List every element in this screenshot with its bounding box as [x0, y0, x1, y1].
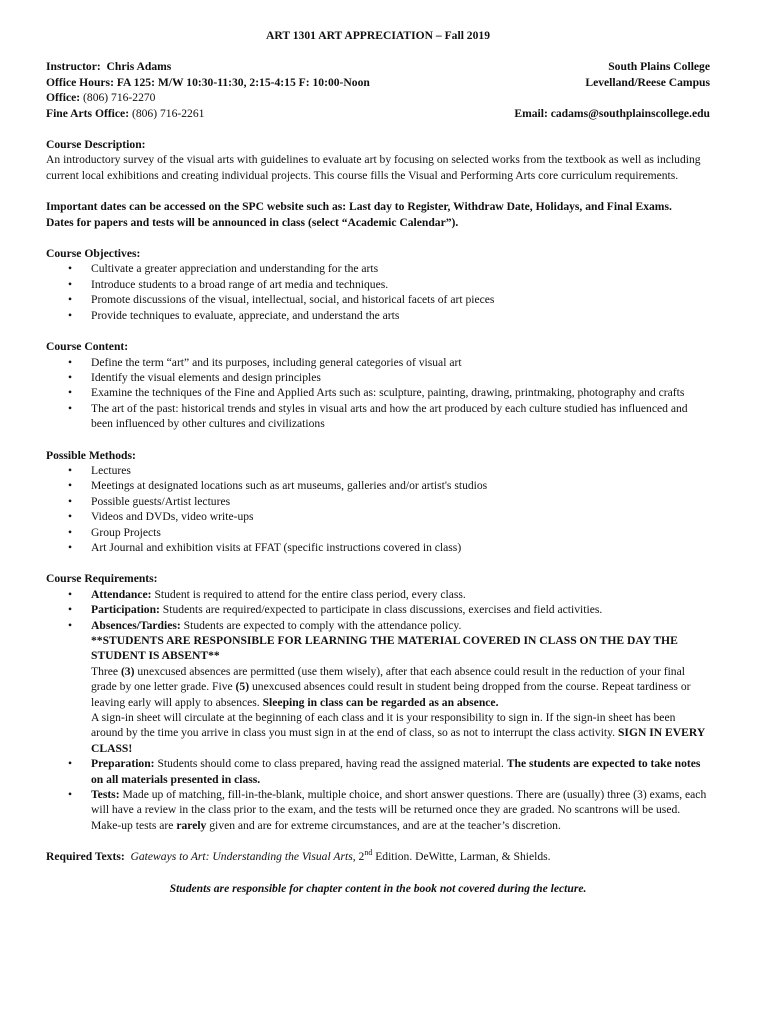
- participation-label: Participation:: [91, 603, 160, 617]
- edition-number: , 2: [352, 850, 365, 864]
- office-line: [46, 90, 370, 105]
- content-heading: Course Content:: [46, 340, 129, 354]
- tests-text-a: Made up of matching, fill-in-the-blank, multiple choice, and short answer questions. There are (usually) three (3) exams, each will have a review in the class prior to the exam, and the tests will be returned once they are graded. No scantrons will be used. Make-up tests are: [91, 788, 707, 832]
- bullet-icon: •: [68, 788, 73, 802]
- footer-note: Students are responsible for chapter content in the book not covered during the lecture.: [169, 881, 587, 895]
- list-item: [46, 587, 710, 602]
- bullet-icon: •: [68, 479, 73, 493]
- bullet-icon: •: [68, 401, 73, 415]
- tests-bold: rarely: [176, 818, 207, 832]
- bullet-icon: •: [68, 355, 73, 369]
- list-item: • Define the term “art” and its purposes, including general categories of visual art: [68, 355, 462, 369]
- bullet-icon: •: [68, 525, 73, 539]
- college-name: South Plains College: [608, 60, 710, 74]
- important-dates-line1: Important dates can be accessed on the SPC website such as: Last day to Register, Withdraw Date, Holidays, and Final Exams.: [46, 200, 672, 214]
- office-phone: (806) 716-2270: [83, 91, 156, 105]
- bullet-icon: •: [68, 494, 73, 508]
- bullet-icon: •: [68, 308, 73, 322]
- requirements-heading: Course Requirements:: [46, 572, 158, 586]
- requirements-list: [46, 587, 710, 834]
- document-title: ART 1301 ART APPRECIATION – Fall 2019: [266, 29, 490, 42]
- attendance-label: Attendance:: [91, 587, 152, 601]
- header-block: [46, 59, 710, 121]
- bullet-icon: •: [68, 618, 73, 632]
- bullet-icon: •: [68, 540, 73, 554]
- list-item: • Identify the visual elements and design principles: [68, 370, 321, 384]
- list-item: • Group Projects: [68, 525, 161, 539]
- office-hours: Office Hours: FA 125: M/W 10:30-11:30, 2:15-4:15 F: 10:00-Noon: [46, 75, 370, 89]
- attendance-text: Student is required to attend for the entire class period, every class.: [151, 587, 466, 601]
- bullet-icon: •: [68, 262, 73, 276]
- tests-label: Tests:: [91, 788, 120, 802]
- office-label: Office:: [46, 91, 81, 105]
- preparation-bold: The students are expected to take notes on all materials presented in class.: [91, 757, 701, 786]
- participation-text: Students are required/expected to participate in class discussions, exercises and field activities.: [159, 603, 603, 617]
- list-item: • Cultivate a greater appreciation and understanding for the arts: [68, 262, 379, 276]
- bullet-icon: •: [68, 603, 73, 617]
- required-texts: [46, 849, 710, 864]
- list-item: [46, 602, 710, 617]
- syllabus-page: [46, 28, 710, 896]
- preparation-label: Preparation:: [91, 757, 155, 771]
- list-item: • Videos and DVDs, video write-ups: [68, 510, 254, 524]
- instructor-line: [46, 59, 370, 74]
- instructor-label: Instructor:: [46, 60, 101, 74]
- bullet-icon: •: [68, 386, 73, 400]
- bullet-icon: •: [68, 757, 73, 771]
- header-right: [514, 59, 710, 121]
- absences-label: Absences/Tardies:: [91, 618, 181, 632]
- list-item: • Lectures: [68, 463, 131, 477]
- list-item: • Possible guests/Artist lectures: [68, 494, 231, 508]
- absences-text: Students are expected to comply with the attendance policy.: [180, 618, 462, 632]
- textbook-title: Gateways to Art: Understanding the Visual Arts: [130, 850, 353, 864]
- bullet-icon: •: [68, 277, 73, 291]
- preparation-text: Students should come to class prepared, having read the assigned material.: [154, 757, 507, 771]
- list-item: [46, 618, 710, 757]
- campus-name: Levelland/Reese Campus: [585, 75, 710, 89]
- list-item: [46, 787, 710, 833]
- description-heading: Course Description:: [46, 138, 146, 152]
- list-item: • Meetings at designated locations such as art museums, galleries and/or artist's studios: [68, 479, 488, 493]
- instructor-email: Email: cadams@southplainscollege.edu: [514, 106, 710, 120]
- list-item: • Art Journal and exhibition visits at FFAT (specific instructions covered in class): [68, 540, 462, 554]
- content-list: [46, 355, 710, 432]
- bullet-icon: •: [68, 293, 73, 307]
- list-item: • Introduce students to a broad range of art media and techniques.: [68, 277, 389, 291]
- bullet-icon: •: [68, 463, 73, 477]
- sign-in-policy: A sign-in sheet will circulate at the beginning of each class and it is your responsibility to sign in. If the sign-in sheet has been around by the time you arrive in class you must sign in at the end of class, so as not to interrupt the class activity. SIGN IN EVERY CLASS!: [91, 711, 705, 755]
- absences-policy: Three (3) unexcused absences are permitted (use them wisely), after that each absence could result in the reduction of your final grade by one letter grade. Five (5) unexcused absences could result in student being dropped from the course. Repeat tardiness or leaving early will apply to absences. Sleeping in class can be regarded as an absence.: [91, 664, 691, 709]
- bullet-icon: •: [68, 510, 73, 524]
- fine-arts-line: [46, 106, 370, 121]
- fine-arts-label: Fine Arts Office:: [46, 106, 130, 120]
- required-texts-label: Required Texts:: [46, 850, 125, 864]
- list-item: [46, 756, 710, 787]
- objectives-list: [46, 261, 710, 323]
- fine-arts-phone: (806) 716-2261: [131, 106, 205, 120]
- absences-warning: **STUDENTS ARE RESPONSIBLE FOR LEARNING THE MATERIAL COVERED IN CLASS ON THE DAY THE STUDENT IS ABSENT**: [91, 634, 678, 663]
- bullet-icon: •: [68, 370, 73, 384]
- methods-list: [46, 463, 710, 555]
- instructor-name: Chris Adams: [106, 60, 172, 74]
- list-item: • Promote discussions of the visual, intellectual, social, and historical facets of art pieces: [68, 293, 495, 307]
- objectives-heading: Course Objectives:: [46, 247, 141, 261]
- important-dates-line2: Dates for papers and tests will be announced in class (select “Academic Calendar”).: [46, 215, 459, 229]
- header-left: [46, 59, 370, 121]
- bullet-icon: •: [68, 587, 73, 601]
- list-item: • Provide techniques to evaluate, appreciate, and understand the arts: [68, 308, 400, 322]
- list-item: • Examine the techniques of the Fine and Applied Arts such as: sculpture, painting, drawing, printmaking, photography and crafts: [68, 386, 685, 400]
- list-item: • The art of the past: historical trends and styles in visual arts and how the art produced by each culture studied has influenced and been influenced by other cultures and civilizations: [68, 401, 688, 431]
- description-text: An introductory survey of the visual arts with guidelines to evaluate art by focusing on selected works from the textbook as well as including current local exhibitions and creating individual projects. This course fills the Visual and Performing Arts core curriculum requirements.: [46, 153, 701, 182]
- methods-heading: Possible Methods:: [46, 448, 136, 462]
- tests-text-b: given and are for extreme circumstances, and are at the teacher’s discretion.: [206, 818, 561, 832]
- edition-suffix: nd: [364, 848, 373, 858]
- edition-rest: Edition. DeWitte, Larman, & Shields.: [372, 850, 551, 864]
